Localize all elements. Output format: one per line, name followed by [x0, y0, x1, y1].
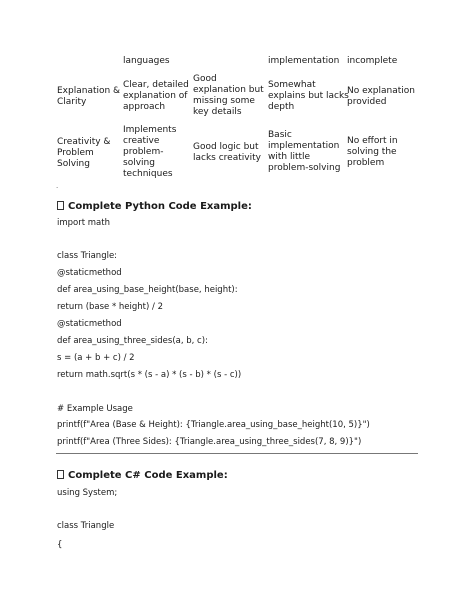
cell-line: solving: [123, 158, 155, 168]
python-code-line: class Triangle:: [57, 251, 118, 261]
csharp-code-line: {: [57, 540, 63, 550]
cell-line: problem-solving: [268, 163, 341, 173]
rubric-cell: [193, 142, 261, 164]
criterion-line: Clarity: [57, 97, 87, 107]
python-code-line: # Example Usage: [57, 404, 133, 414]
python-code-line: @staticmethod: [57, 268, 122, 278]
python-code-line: printf(f"Area (Base & Height): {Triangle.area_using_base_height(10, 5)}"): [57, 420, 370, 430]
rubric-cell: [123, 80, 189, 113]
cell-line: problem: [347, 158, 385, 168]
cell-line: No explanation: [347, 86, 415, 96]
rubric-cell: [347, 86, 415, 108]
rubric-cell: [347, 136, 398, 169]
cell-line: Clear, detailed: [123, 80, 189, 90]
python-heading-text: Complete Python Code Example:: [68, 201, 252, 212]
rubric-header-text: languages: [123, 56, 170, 66]
cell-line: Somewhat: [268, 80, 316, 90]
cell-line: creative: [123, 136, 160, 146]
python-code-line: def area_using_base_height(base, height):: [57, 285, 238, 295]
cell-line: techniques: [123, 169, 173, 179]
csharp-code-line: using System;: [57, 488, 118, 498]
rubric-criterion: [57, 137, 110, 170]
cell-line: Good logic but: [193, 142, 259, 152]
csharp-heading-text: Complete C# Code Example:: [68, 470, 228, 481]
rubric-cell: [268, 80, 349, 113]
cell-line: explanation of: [123, 91, 188, 101]
cell-line: lacks creativity: [193, 153, 261, 163]
python-code-line: return (base * height) / 2: [57, 302, 164, 312]
cell-line: explains but lacks: [268, 91, 349, 101]
python-code-line: return math.sqrt(s * (s - a) * (s - b) * (s - c)): [57, 370, 242, 380]
cell-line: depth: [268, 102, 295, 112]
python-heading: [57, 201, 252, 212]
rubric-cell: [123, 125, 176, 180]
rubric-header-cell: [268, 56, 339, 67]
cell-line: implementation: [268, 141, 340, 151]
criterion-line: Creativity &: [57, 137, 111, 147]
cell-line: solving the: [347, 147, 397, 157]
cell-line: Implements: [123, 125, 177, 135]
rubric-cell: [193, 74, 264, 118]
rubric-header-cell: [347, 56, 397, 67]
python-code-line: printf(f"Area (Three Sides): {Triangle.area_using_three_sides(7, 8, 9)}"): [57, 437, 362, 447]
cell-line: approach: [123, 102, 166, 112]
csharp-heading: [57, 470, 228, 481]
rubric-cell: [268, 130, 340, 174]
cell-line: Basic: [268, 130, 292, 140]
cell-line: No effort in: [347, 136, 398, 146]
cell-line: provided: [347, 97, 387, 107]
missing-glyph-icon: [57, 201, 64, 210]
cell-line: key details: [193, 107, 242, 117]
rubric-header-cell: [123, 56, 170, 67]
missing-glyph-icon: [57, 470, 64, 479]
python-code-line: s = (a + b + c) / 2: [57, 353, 135, 363]
cell-line: Good: [193, 74, 217, 84]
criterion-line: Solving: [57, 159, 90, 169]
criterion-line: Problem: [57, 148, 94, 158]
criterion-line: Explanation &: [57, 86, 121, 96]
csharp-code-line: class Triangle: [57, 521, 115, 531]
python-code-line: @staticmethod: [57, 319, 122, 329]
python-code-line: def area_using_three_sides(a, b, c):: [57, 336, 208, 346]
rubric-criterion: [57, 86, 120, 108]
rubric-header-text: incomplete: [347, 56, 398, 66]
stray-mark: .: [56, 182, 59, 190]
cell-line: with little: [268, 152, 311, 162]
cell-line: problem-: [123, 147, 164, 157]
rubric-header-text: implementation: [268, 56, 340, 66]
cell-line: missing some: [193, 96, 255, 106]
python-code-line: import math: [57, 218, 110, 228]
cell-line: explanation but: [193, 85, 264, 95]
section-divider: [56, 453, 418, 454]
